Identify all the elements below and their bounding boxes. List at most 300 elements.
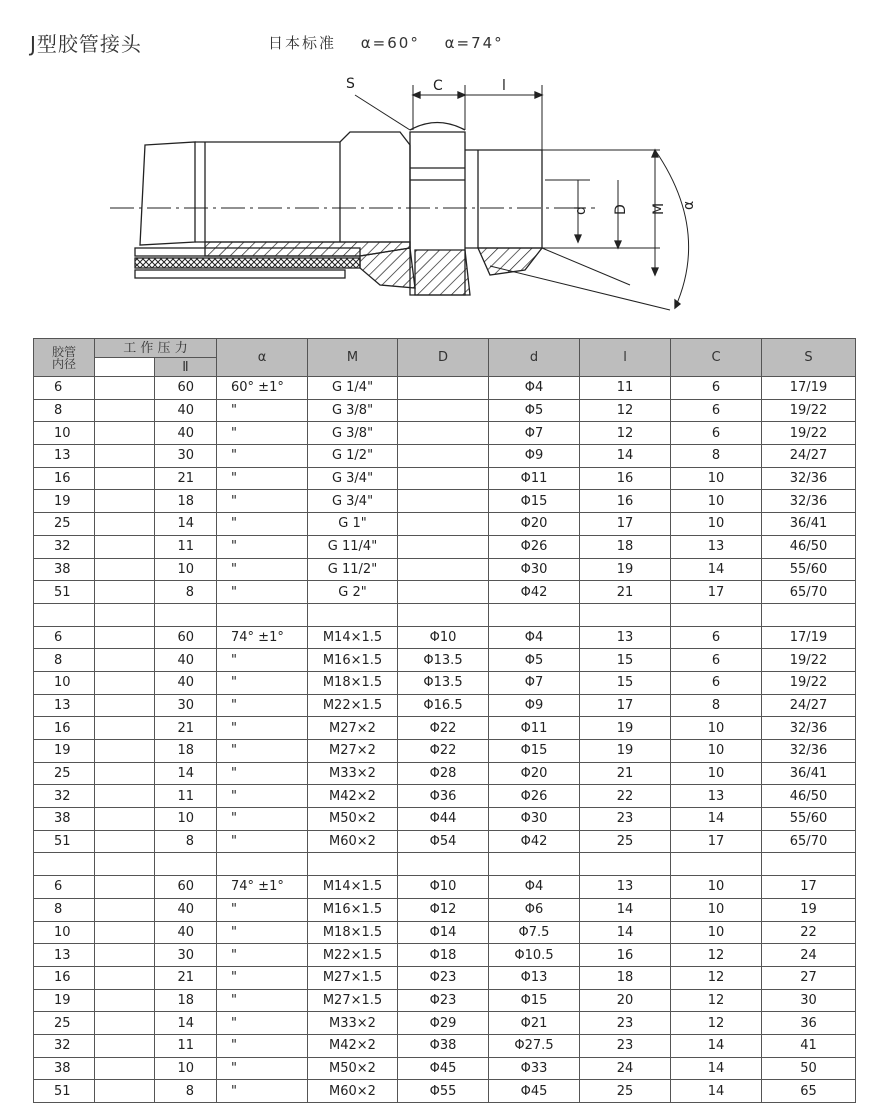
cell-pressure-ii: 10 bbox=[155, 808, 217, 831]
cell-C: 14 bbox=[671, 1080, 762, 1103]
cell-pressure-ii: 18 bbox=[155, 989, 217, 1012]
standard-label: 日本标准 bbox=[268, 34, 337, 52]
cell-hose-id: 38 bbox=[34, 808, 95, 831]
cell-pressure-ii: 21 bbox=[155, 717, 217, 740]
cell-M: M16×1.5 bbox=[308, 649, 398, 672]
cell-pressure-ii: 14 bbox=[155, 513, 217, 536]
cell-pressure-ii: 18 bbox=[155, 490, 217, 513]
cell-l: 23 bbox=[580, 1034, 671, 1057]
table-row bbox=[34, 377, 856, 400]
cell-pressure-i bbox=[95, 944, 155, 967]
cell-D: Φ13.5 bbox=[398, 671, 489, 694]
table-row bbox=[34, 1080, 856, 1103]
cell-D: Φ36 bbox=[398, 785, 489, 808]
cell-S: 32/36 bbox=[762, 717, 856, 740]
cell-alpha: " bbox=[217, 966, 308, 989]
cell-M: G 11/4" bbox=[308, 535, 398, 558]
cell-d: Φ15 bbox=[489, 740, 580, 763]
cell-pressure-i bbox=[95, 1034, 155, 1057]
cell-S: 46/50 bbox=[762, 535, 856, 558]
cell-l: 22 bbox=[580, 785, 671, 808]
separator-cell bbox=[217, 853, 308, 876]
cell-pressure-i bbox=[95, 1057, 155, 1080]
table-row bbox=[34, 989, 856, 1012]
cell-D: Φ22 bbox=[398, 740, 489, 763]
cell-pressure-ii: 21 bbox=[155, 966, 217, 989]
cell-d: Φ4 bbox=[489, 626, 580, 649]
cell-hose-id: 16 bbox=[34, 966, 95, 989]
cell-D bbox=[398, 581, 489, 604]
cell-S: 24/27 bbox=[762, 694, 856, 717]
cell-M: M27×1.5 bbox=[308, 966, 398, 989]
cell-hose-id: 10 bbox=[34, 671, 95, 694]
label-l: l bbox=[502, 78, 506, 94]
cell-d: Φ5 bbox=[489, 649, 580, 672]
group-separator-row bbox=[34, 853, 856, 876]
cell-hose-id: 32 bbox=[34, 785, 95, 808]
cell-D: Φ13.5 bbox=[398, 649, 489, 672]
header-pressure-sub: Ⅱ bbox=[155, 358, 217, 377]
cell-l: 16 bbox=[580, 490, 671, 513]
cell-C: 14 bbox=[671, 1057, 762, 1080]
cell-M: G 3/4" bbox=[308, 467, 398, 490]
cell-alpha: " bbox=[217, 717, 308, 740]
cell-S: 24 bbox=[762, 944, 856, 967]
cell-C: 8 bbox=[671, 445, 762, 468]
header-hose-id-line2: 内径 bbox=[51, 356, 76, 371]
cell-hose-id: 8 bbox=[34, 649, 95, 672]
separator-cell bbox=[580, 603, 671, 626]
cell-S: 65 bbox=[762, 1080, 856, 1103]
cell-alpha: " bbox=[217, 558, 308, 581]
cell-pressure-ii: 8 bbox=[155, 1080, 217, 1103]
cell-M: M22×1.5 bbox=[308, 694, 398, 717]
cell-D: Φ29 bbox=[398, 1012, 489, 1035]
separator-cell bbox=[308, 853, 398, 876]
separator-cell bbox=[155, 853, 217, 876]
table-row bbox=[34, 1034, 856, 1057]
cell-hose-id: 51 bbox=[34, 830, 95, 853]
cell-d: Φ15 bbox=[489, 989, 580, 1012]
cell-hose-id: 10 bbox=[34, 921, 95, 944]
header-C: C bbox=[671, 339, 762, 377]
header-S: S bbox=[762, 339, 856, 377]
cell-pressure-ii: 40 bbox=[155, 649, 217, 672]
header-D: D bbox=[398, 339, 489, 377]
standard-line bbox=[268, 32, 522, 53]
cell-alpha: " bbox=[217, 762, 308, 785]
separator-cell bbox=[308, 603, 398, 626]
cell-S: 22 bbox=[762, 921, 856, 944]
cell-C: 6 bbox=[671, 377, 762, 400]
separator-cell bbox=[762, 603, 856, 626]
cell-l: 25 bbox=[580, 1080, 671, 1103]
cell-l: 21 bbox=[580, 762, 671, 785]
cell-M: M60×2 bbox=[308, 1080, 398, 1103]
table-row bbox=[34, 649, 856, 672]
cell-pressure-ii: 60 bbox=[155, 876, 217, 899]
cell-alpha: " bbox=[217, 649, 308, 672]
separator-cell bbox=[95, 853, 155, 876]
cell-C: 14 bbox=[671, 558, 762, 581]
separator-cell bbox=[34, 603, 95, 626]
cell-hose-id: 19 bbox=[34, 740, 95, 763]
cell-hose-id: 19 bbox=[34, 989, 95, 1012]
cell-M: M42×2 bbox=[308, 785, 398, 808]
cell-S: 30 bbox=[762, 989, 856, 1012]
cell-pressure-ii: 11 bbox=[155, 785, 217, 808]
cell-hose-id: 6 bbox=[34, 377, 95, 400]
cell-l: 12 bbox=[580, 422, 671, 445]
cell-l: 16 bbox=[580, 944, 671, 967]
cell-D: Φ44 bbox=[398, 808, 489, 831]
header-d: d bbox=[489, 339, 580, 377]
cell-hose-id: 16 bbox=[34, 467, 95, 490]
header-M: M bbox=[308, 339, 398, 377]
cell-alpha: " bbox=[217, 535, 308, 558]
header-hose-id-line1: 胶管 bbox=[51, 344, 76, 359]
cell-D bbox=[398, 399, 489, 422]
cell-pressure-i bbox=[95, 377, 155, 400]
cell-pressure-i bbox=[95, 762, 155, 785]
table-row bbox=[34, 490, 856, 513]
cell-D bbox=[398, 467, 489, 490]
table-row bbox=[34, 626, 856, 649]
cell-pressure-i bbox=[95, 740, 155, 763]
cell-C: 10 bbox=[671, 467, 762, 490]
table-row bbox=[34, 513, 856, 536]
cell-C: 6 bbox=[671, 626, 762, 649]
cell-alpha: " bbox=[217, 490, 308, 513]
cell-hose-id: 32 bbox=[34, 535, 95, 558]
cell-pressure-i bbox=[95, 898, 155, 921]
table-row bbox=[34, 671, 856, 694]
cell-S: 17 bbox=[762, 876, 856, 899]
cell-D: Φ55 bbox=[398, 1080, 489, 1103]
table-row bbox=[34, 558, 856, 581]
cell-pressure-i bbox=[95, 490, 155, 513]
cell-D: Φ45 bbox=[398, 1057, 489, 1080]
cell-S: 19 bbox=[762, 898, 856, 921]
cell-pressure-ii: 40 bbox=[155, 671, 217, 694]
cell-C: 6 bbox=[671, 422, 762, 445]
cell-pressure-ii: 60 bbox=[155, 626, 217, 649]
cell-pressure-ii: 30 bbox=[155, 944, 217, 967]
cell-alpha: " bbox=[217, 399, 308, 422]
cell-pressure-i bbox=[95, 717, 155, 740]
cell-D bbox=[398, 445, 489, 468]
cell-M: G 1/4" bbox=[308, 377, 398, 400]
page-title: J型胶管接头 bbox=[30, 32, 142, 56]
cell-hose-id: 13 bbox=[34, 445, 95, 468]
cell-alpha: " bbox=[217, 467, 308, 490]
table-row bbox=[34, 717, 856, 740]
cell-C: 14 bbox=[671, 1034, 762, 1057]
table-row bbox=[34, 785, 856, 808]
cell-D bbox=[398, 422, 489, 445]
cell-l: 24 bbox=[580, 1057, 671, 1080]
cell-l: 13 bbox=[580, 876, 671, 899]
cell-S: 55/60 bbox=[762, 558, 856, 581]
cell-l: 19 bbox=[580, 740, 671, 763]
cell-hose-id: 8 bbox=[34, 898, 95, 921]
table-row bbox=[34, 399, 856, 422]
cell-D bbox=[398, 377, 489, 400]
cell-d: Φ5 bbox=[489, 399, 580, 422]
cell-l: 25 bbox=[580, 830, 671, 853]
cell-M: G 3/8" bbox=[308, 399, 398, 422]
cell-pressure-i bbox=[95, 422, 155, 445]
cell-S: 32/36 bbox=[762, 490, 856, 513]
cell-C: 17 bbox=[671, 581, 762, 604]
cell-d: Φ26 bbox=[489, 535, 580, 558]
cell-d: Φ42 bbox=[489, 830, 580, 853]
cell-S: 36/41 bbox=[762, 513, 856, 536]
cell-pressure-ii: 30 bbox=[155, 694, 217, 717]
cell-C: 12 bbox=[671, 944, 762, 967]
cell-l: 15 bbox=[580, 649, 671, 672]
table-row bbox=[34, 898, 856, 921]
cell-alpha: " bbox=[217, 581, 308, 604]
cell-pressure-i bbox=[95, 581, 155, 604]
label-D: D bbox=[613, 204, 629, 215]
cell-hose-id: 19 bbox=[34, 490, 95, 513]
cell-C: 10 bbox=[671, 513, 762, 536]
cell-l: 19 bbox=[580, 558, 671, 581]
table-row bbox=[34, 876, 856, 899]
cell-M: G 2" bbox=[308, 581, 398, 604]
table-row bbox=[34, 762, 856, 785]
table-row bbox=[34, 581, 856, 604]
table-row bbox=[34, 944, 856, 967]
cell-M: M33×2 bbox=[308, 1012, 398, 1035]
cell-M: M27×1.5 bbox=[308, 989, 398, 1012]
cell-alpha: 74° ±1° bbox=[217, 876, 308, 899]
table-row bbox=[34, 921, 856, 944]
cell-M: G 3/4" bbox=[308, 490, 398, 513]
cell-S: 32/36 bbox=[762, 467, 856, 490]
cell-D bbox=[398, 558, 489, 581]
cell-alpha: " bbox=[217, 989, 308, 1012]
alpha-74-label: α=74° bbox=[444, 34, 504, 52]
cell-C: 10 bbox=[671, 921, 762, 944]
cell-pressure-ii: 14 bbox=[155, 762, 217, 785]
table-row bbox=[34, 740, 856, 763]
cell-pressure-i bbox=[95, 399, 155, 422]
cell-alpha: " bbox=[217, 944, 308, 967]
cell-pressure-i bbox=[95, 694, 155, 717]
separator-cell bbox=[671, 853, 762, 876]
cell-alpha: " bbox=[217, 898, 308, 921]
cell-M: M14×1.5 bbox=[308, 876, 398, 899]
cell-alpha: " bbox=[217, 513, 308, 536]
cell-M: M18×1.5 bbox=[308, 671, 398, 694]
cell-M: M14×1.5 bbox=[308, 626, 398, 649]
cell-l: 17 bbox=[580, 694, 671, 717]
table-row bbox=[34, 422, 856, 445]
separator-cell bbox=[398, 603, 489, 626]
cell-S: 27 bbox=[762, 966, 856, 989]
cell-l: 18 bbox=[580, 966, 671, 989]
table-row bbox=[34, 808, 856, 831]
label-alpha: α bbox=[681, 200, 697, 210]
cell-S: 19/22 bbox=[762, 671, 856, 694]
cell-pressure-i bbox=[95, 876, 155, 899]
cell-pressure-i bbox=[95, 513, 155, 536]
cell-D: Φ10 bbox=[398, 626, 489, 649]
cell-D bbox=[398, 535, 489, 558]
separator-cell bbox=[34, 853, 95, 876]
cell-alpha: 74° ±1° bbox=[217, 626, 308, 649]
label-M: M bbox=[651, 202, 667, 215]
cell-pressure-i bbox=[95, 966, 155, 989]
separator-cell bbox=[155, 603, 217, 626]
cell-d: Φ15 bbox=[489, 490, 580, 513]
cell-C: 14 bbox=[671, 808, 762, 831]
cell-C: 10 bbox=[671, 717, 762, 740]
cell-l: 20 bbox=[580, 989, 671, 1012]
cell-C: 10 bbox=[671, 490, 762, 513]
cell-d: Φ42 bbox=[489, 581, 580, 604]
cell-pressure-i bbox=[95, 671, 155, 694]
separator-cell bbox=[217, 603, 308, 626]
cell-D: Φ18 bbox=[398, 944, 489, 967]
header-pressure: 工 作 压 力 bbox=[95, 339, 217, 358]
hose-fitting-diagram bbox=[110, 70, 710, 325]
cell-M: M42×2 bbox=[308, 1034, 398, 1057]
cell-C: 10 bbox=[671, 876, 762, 899]
cell-hose-id: 13 bbox=[34, 694, 95, 717]
cell-S: 19/22 bbox=[762, 649, 856, 672]
cell-l: 21 bbox=[580, 581, 671, 604]
cell-d: Φ13 bbox=[489, 966, 580, 989]
cell-pressure-ii: 8 bbox=[155, 581, 217, 604]
separator-cell bbox=[762, 853, 856, 876]
header-hose-id bbox=[34, 339, 95, 377]
cell-C: 8 bbox=[671, 694, 762, 717]
cell-d: Φ45 bbox=[489, 1080, 580, 1103]
cell-l: 15 bbox=[580, 671, 671, 694]
cell-pressure-ii: 14 bbox=[155, 1012, 217, 1035]
cell-l: 14 bbox=[580, 445, 671, 468]
cell-C: 13 bbox=[671, 785, 762, 808]
cell-d: Φ7 bbox=[489, 671, 580, 694]
cell-C: 13 bbox=[671, 535, 762, 558]
cell-C: 10 bbox=[671, 762, 762, 785]
table-row bbox=[34, 966, 856, 989]
separator-cell bbox=[489, 853, 580, 876]
cell-S: 36 bbox=[762, 1012, 856, 1035]
cell-d: Φ4 bbox=[489, 876, 580, 899]
cell-l: 23 bbox=[580, 1012, 671, 1035]
cell-hose-id: 25 bbox=[34, 513, 95, 536]
cell-alpha: " bbox=[217, 694, 308, 717]
cell-M: M22×1.5 bbox=[308, 944, 398, 967]
cell-S: 19/22 bbox=[762, 422, 856, 445]
cell-S: 36/41 bbox=[762, 762, 856, 785]
cell-C: 12 bbox=[671, 1012, 762, 1035]
cell-D: Φ16.5 bbox=[398, 694, 489, 717]
cell-d: Φ30 bbox=[489, 558, 580, 581]
label-S: S bbox=[346, 76, 355, 92]
cell-l: 11 bbox=[580, 377, 671, 400]
table-row bbox=[34, 830, 856, 853]
cell-S: 65/70 bbox=[762, 830, 856, 853]
cell-S: 41 bbox=[762, 1034, 856, 1057]
cell-D: Φ14 bbox=[398, 921, 489, 944]
cell-hose-id: 51 bbox=[34, 1080, 95, 1103]
cell-hose-id: 25 bbox=[34, 1012, 95, 1035]
cell-M: M50×2 bbox=[308, 808, 398, 831]
header-l: l bbox=[580, 339, 671, 377]
cell-d: Φ11 bbox=[489, 717, 580, 740]
cell-D: Φ38 bbox=[398, 1034, 489, 1057]
cell-pressure-ii: 10 bbox=[155, 558, 217, 581]
cell-S: 19/22 bbox=[762, 399, 856, 422]
cell-l: 18 bbox=[580, 535, 671, 558]
cell-C: 10 bbox=[671, 740, 762, 763]
header-alpha: α bbox=[217, 339, 308, 377]
table-row bbox=[34, 467, 856, 490]
cell-pressure-ii: 40 bbox=[155, 422, 217, 445]
cell-M: M18×1.5 bbox=[308, 921, 398, 944]
cell-pressure-i bbox=[95, 785, 155, 808]
separator-cell bbox=[398, 853, 489, 876]
cell-S: 65/70 bbox=[762, 581, 856, 604]
cell-l: 19 bbox=[580, 717, 671, 740]
cell-M: M16×1.5 bbox=[308, 898, 398, 921]
cell-pressure-ii: 60 bbox=[155, 377, 217, 400]
cell-M: M27×2 bbox=[308, 717, 398, 740]
cell-M: G 3/8" bbox=[308, 422, 398, 445]
cell-hose-id: 38 bbox=[34, 1057, 95, 1080]
cell-alpha: " bbox=[217, 1012, 308, 1035]
cell-S: 55/60 bbox=[762, 808, 856, 831]
cell-hose-id: 51 bbox=[34, 581, 95, 604]
cell-M: M27×2 bbox=[308, 740, 398, 763]
table-row bbox=[34, 1057, 856, 1080]
cell-hose-id: 32 bbox=[34, 1034, 95, 1057]
cell-M: M50×2 bbox=[308, 1057, 398, 1080]
cell-C: 12 bbox=[671, 989, 762, 1012]
cell-S: 17/19 bbox=[762, 626, 856, 649]
cell-hose-id: 38 bbox=[34, 558, 95, 581]
cell-d: Φ30 bbox=[489, 808, 580, 831]
cell-alpha: " bbox=[217, 445, 308, 468]
cell-d: Φ21 bbox=[489, 1012, 580, 1035]
cell-C: 6 bbox=[671, 399, 762, 422]
cell-d: Φ33 bbox=[489, 1057, 580, 1080]
table-row bbox=[34, 694, 856, 717]
cell-pressure-i bbox=[95, 649, 155, 672]
cell-alpha: " bbox=[217, 671, 308, 694]
cell-M: G 1/2" bbox=[308, 445, 398, 468]
cell-pressure-i bbox=[95, 921, 155, 944]
cell-d: Φ20 bbox=[489, 513, 580, 536]
cell-hose-id: 8 bbox=[34, 399, 95, 422]
cell-pressure-i bbox=[95, 558, 155, 581]
cell-M: M60×2 bbox=[308, 830, 398, 853]
cell-D: Φ22 bbox=[398, 717, 489, 740]
cell-d: Φ10.5 bbox=[489, 944, 580, 967]
cell-pressure-i bbox=[95, 535, 155, 558]
alpha-60-label: α=60° bbox=[360, 34, 420, 52]
cell-hose-id: 6 bbox=[34, 876, 95, 899]
cell-pressure-ii: 21 bbox=[155, 467, 217, 490]
cell-pressure-i bbox=[95, 808, 155, 831]
label-C: C bbox=[433, 78, 443, 94]
cell-d: Φ4 bbox=[489, 377, 580, 400]
